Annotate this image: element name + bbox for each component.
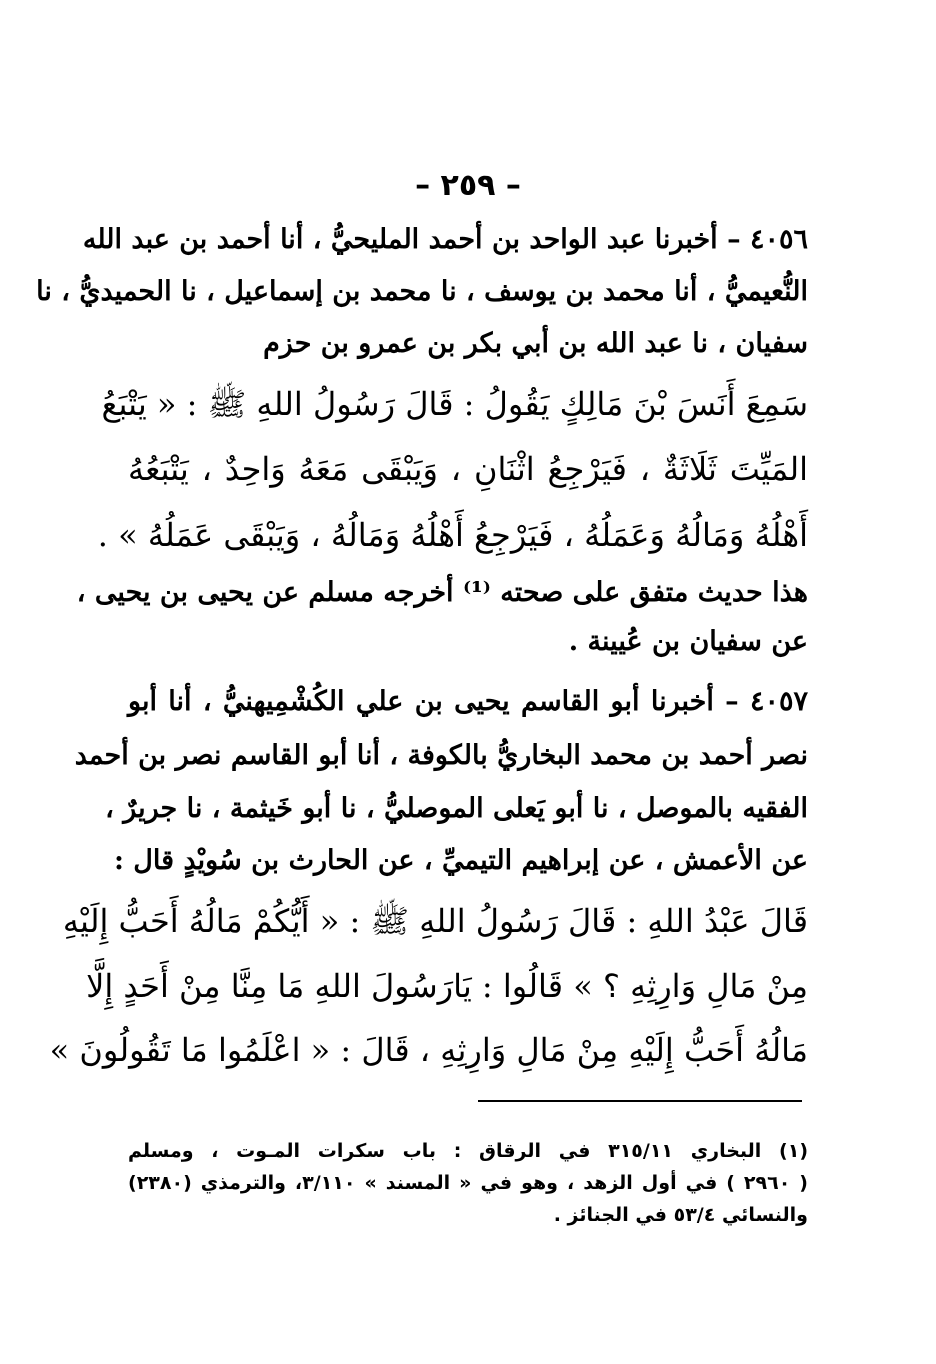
footnote-separator [478, 1100, 802, 1102]
hadith-4057-isnad-line-2: نصر أحمد بن محمد البخاريُّ بالكوفة ، أنا أبو القاسم نصر بن أحمد [74, 740, 808, 771]
page-number: – ٢٥٩ – [415, 168, 521, 203]
hadith-4056-grading-line-1: هذا حديث متفق على صحته ⁽¹⁾ أخرجه مسلم عن يحيى بن يحيى ، [76, 577, 808, 608]
hadith-4057-isnad-line-1: ٤٠٥٧ – أخبرنا أبو القاسم يحيى بن علي الكُشْمِيهنيُّ ، أنا أبو [128, 686, 808, 717]
footnote-line-2: ( ٢٩٦٠ ) في أول الزهد ، وهو في « المسند » ٣/١١٠، والترمذي (٢٣٨٠) [128, 1172, 808, 1194]
hadith-4056-matn-line-1: سَمِعَ أَنَسَ بْنَ مَالِكٍ يَقُولُ : قَالَ رَسُولُ اللهِ ﷺ : « يَتْبَعُ [101, 385, 808, 423]
hadith-4057-matn-line-3: مَالُهُ أَحَبُّ إِلَيْهِ مِنْ مَالِ وَارِثِهِ ، قَالَ : « اعْلَمُوا مَا تَقُولُونَ » [49, 1031, 808, 1069]
hadith-4056-isnad-line-3: سفيان ، نا عبد الله بن أبي بكر بن عمرو بن حزم [263, 328, 808, 359]
hadith-4056-isnad-line-1: ٤٠٥٦ – أخبرنا عبد الواحد بن أحمد المليحيُّ ، أنا أحمد بن عبد الله [82, 224, 808, 255]
hadith-4057-isnad-line-4: عن الأعمش ، عن إبراهيم التيميِّ ، عن الحارث بن سُويْدٍ قال : [113, 845, 808, 876]
footnote-line-1: (١) البخاري ٣١٥/١١ في الرقاق : باب سكرات المـوت ، ومسلم [128, 1140, 808, 1162]
hadith-4056-isnad-line-2: النُّعيميُّ ، أنا محمد بن يوسف ، نا محمد بن إسماعيل ، نا الحميديُّ ، نا [36, 276, 808, 307]
hadith-4056-matn-line-3: أَهْلُهُ وَمَالُهُ وَعَمَلُهُ ، فَيَرْجِعُ أَهْلُهُ وَمَالُهُ ، وَيَبْقَى عَمَلُهُ » . [97, 516, 808, 554]
hadith-4057-matn-line-1: قَالَ عَبْدُ اللهِ : قَالَ رَسُولُ اللهِ ﷺ : « أَيُّكُمْ مَالُهُ أَحَبُّ إِلَيْهِ [62, 902, 808, 940]
hadith-4056-grading-line-2: عن سفيان بن عُيينة . [568, 626, 808, 657]
hadith-4057-matn-line-2: مِنْ مَالِ وَارِثِهِ ؟ » قَالُوا : يَارَسُولَ اللهِ مَا مِنَّا مِنْ أَحَدٍ إِلَّا [86, 967, 808, 1005]
hadith-4056-matn-line-2: المَيِّتَ ثَلَاثَةٌ ، فَيَرْجِعُ اثْنَانِ ، وَيَبْقَى مَعَهُ وَاحِدٌ ، يَتْبَعُهُ [128, 450, 808, 488]
hadith-4057-isnad-line-3: الفقيه بالموصل ، نا أبو يَعلى الموصليُّ ، نا أبو خَيثمة ، نا جريرٌ ، [105, 793, 808, 824]
footnote-line-3: والنسائي ٥٣/٤ في الجنائز . [553, 1204, 808, 1226]
